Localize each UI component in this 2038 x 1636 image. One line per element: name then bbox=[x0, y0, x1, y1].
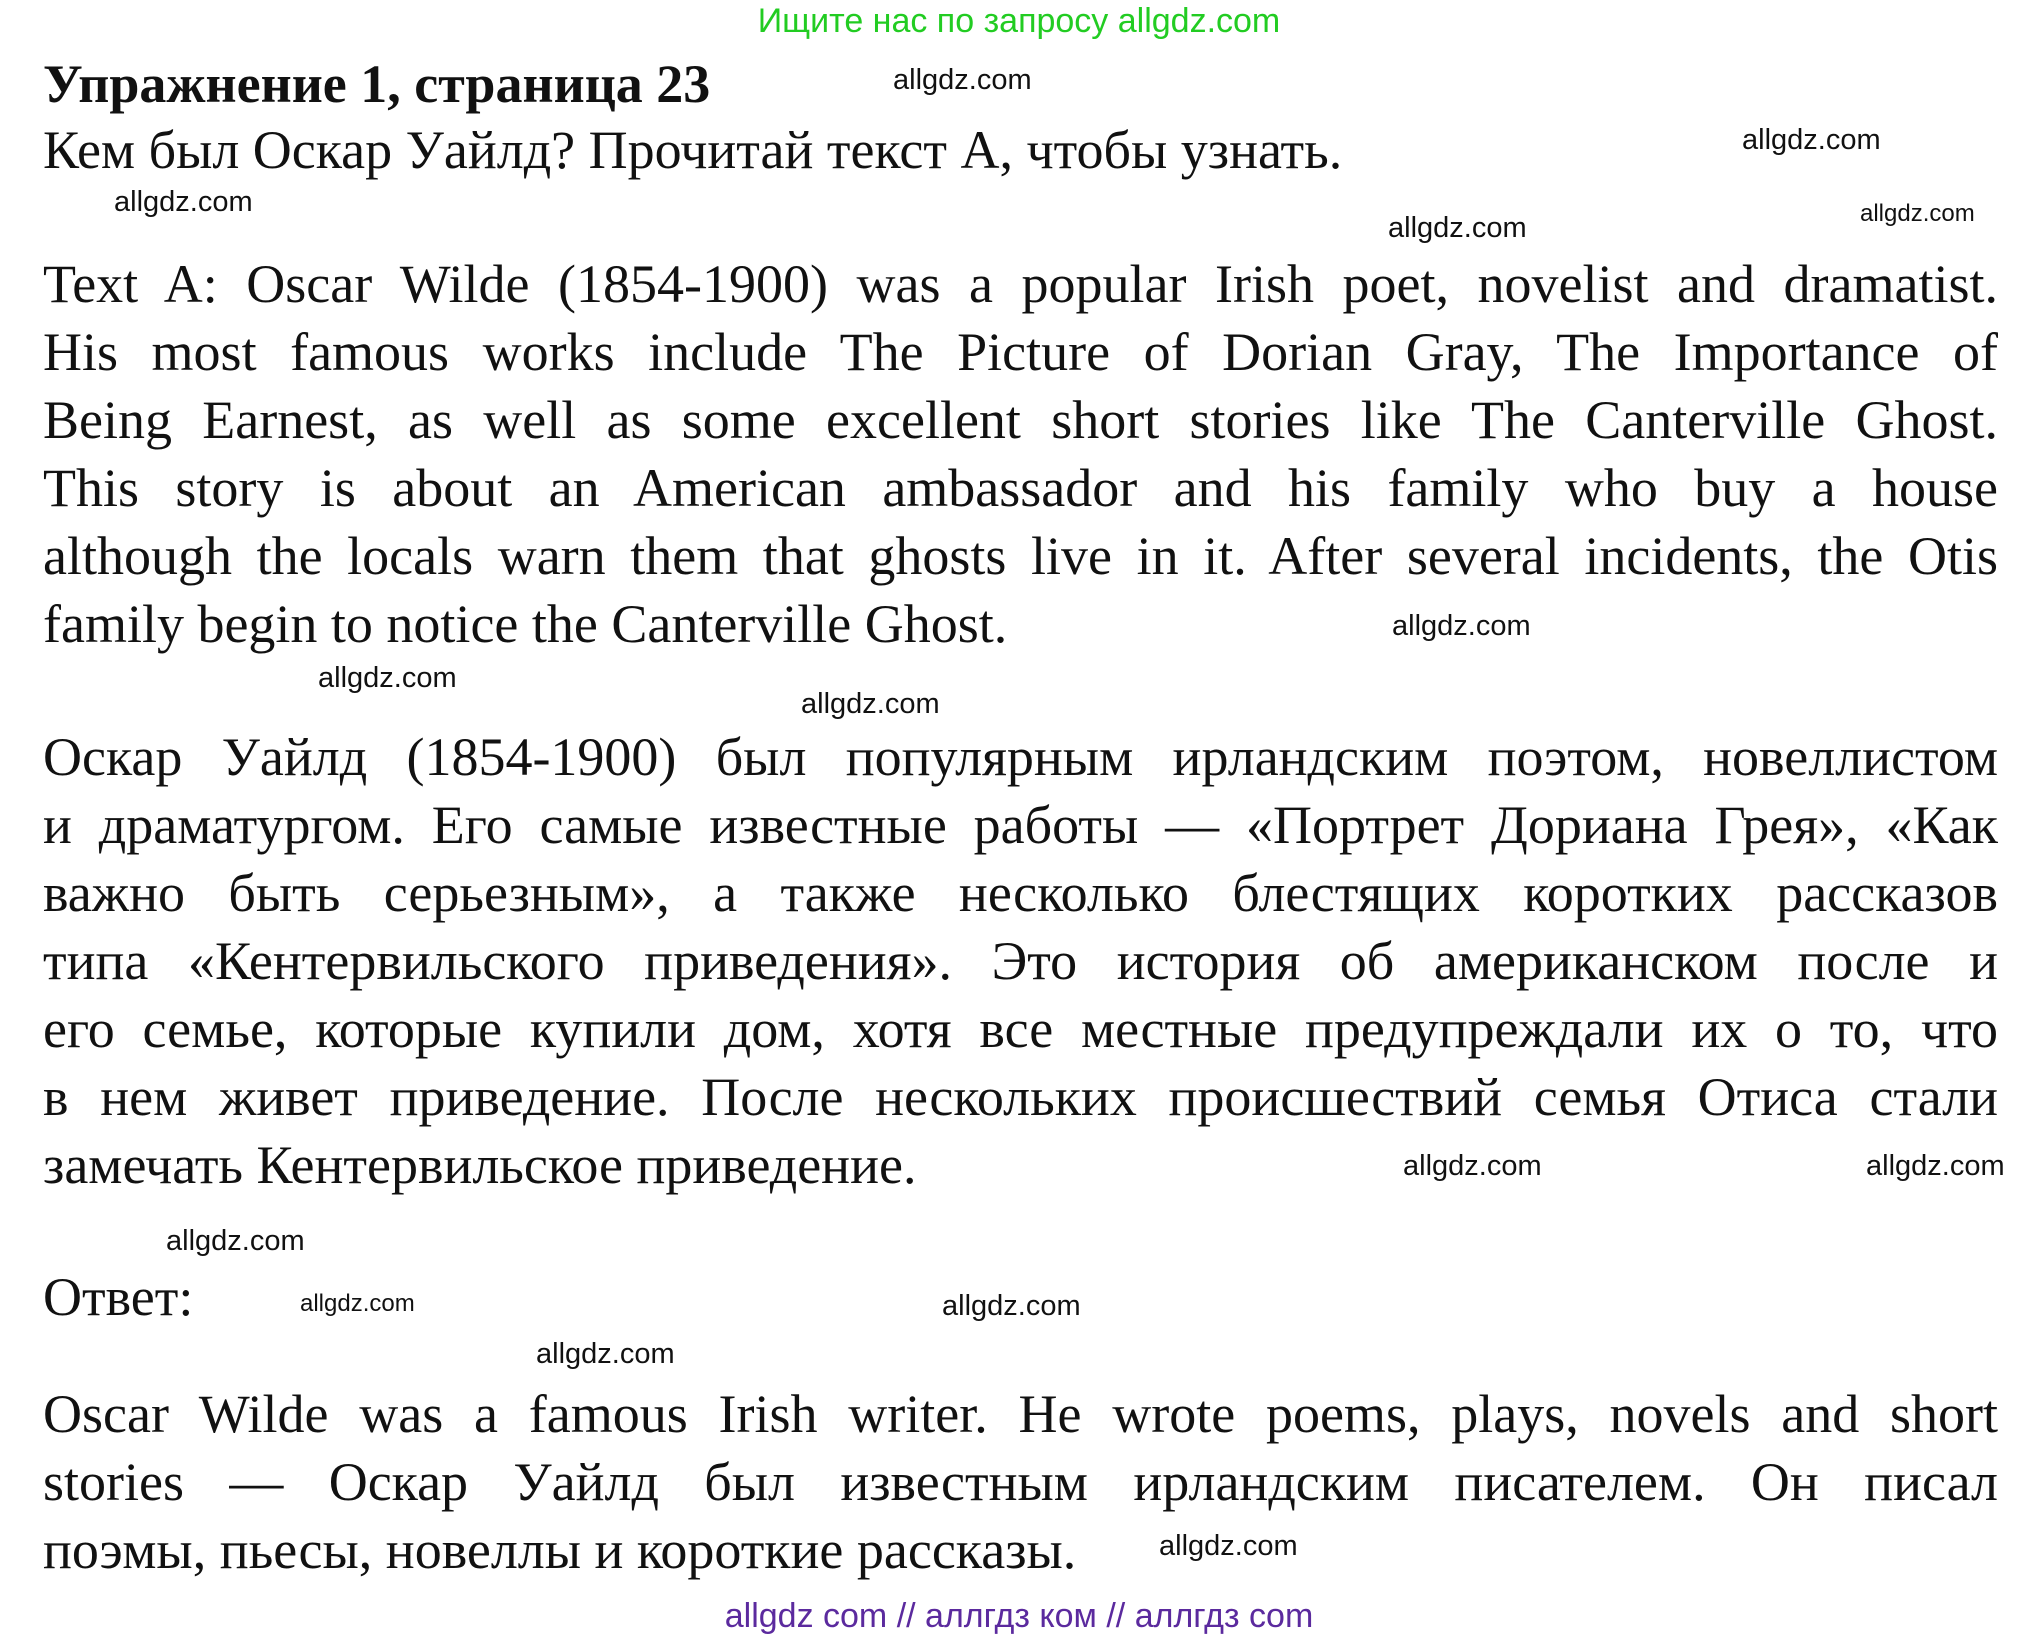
text-line: Being Earnest, as well as some excellent short stories like The Canterville Ghost. bbox=[43, 390, 1998, 450]
watermark: allgdz.com bbox=[1742, 124, 1881, 156]
watermark: allgdz.com bbox=[801, 688, 940, 720]
text-a-paragraph bbox=[43, 250, 1998, 658]
watermark: allgdz.com bbox=[1866, 1150, 2005, 1182]
watermark: allgdz.com bbox=[942, 1290, 1081, 1322]
search-banner: Ищите нас по запросу allgdz.com bbox=[757, 2, 1281, 40]
exercise-question: Кем был Оскар Уайлд? Прочитай текст А, чтобы узнать. bbox=[43, 120, 1343, 180]
translation-paragraph bbox=[43, 723, 1998, 1199]
text-line: и драматургом. Его самые известные работы — «Портрет Дориана Грея», «Как bbox=[43, 795, 1998, 855]
watermark: allgdz.com bbox=[1392, 610, 1531, 642]
text-line: Oscar Wilde was a famous Irish writer. He wrote poems, plays, novels and short bbox=[43, 1384, 1998, 1444]
watermark: allgdz.com bbox=[1860, 200, 1975, 227]
text-line: типа «Кентервильского приведения». Это история об американском после и bbox=[43, 931, 1998, 991]
footer-watermark: allgdz com // аллгдз ком // аллгдз com bbox=[724, 1597, 1314, 1635]
watermark: allgdz.com bbox=[1388, 212, 1527, 244]
text-line: его семье, которые купили дом, хотя все местные предупреждали их о то, что bbox=[43, 999, 1998, 1059]
text-line: family begin to notice the Canterville Ghost. bbox=[43, 594, 1008, 654]
watermark: allgdz.com bbox=[318, 662, 457, 694]
text-line: stories — Оскар Уайлд был известным ирландским писателем. Он писал bbox=[43, 1452, 1998, 1512]
watermark: allgdz.com bbox=[1159, 1530, 1298, 1562]
text-line: His most famous works include The Picture of Dorian Gray, The Importance of bbox=[43, 322, 1998, 382]
watermark: allgdz.com bbox=[536, 1338, 675, 1370]
watermark: allgdz.com bbox=[114, 186, 253, 218]
watermark: allgdz.com bbox=[300, 1290, 415, 1317]
text-line: поэмы, пьесы, новеллы и короткие рассказы. bbox=[43, 1520, 1077, 1580]
answer-label: Ответ: bbox=[43, 1267, 194, 1327]
answer-paragraph bbox=[43, 1380, 1998, 1584]
text-line: замечать Кентервильское приведение. bbox=[43, 1135, 917, 1195]
text-line: важно быть серьезным», а также несколько блестящих коротких рассказов bbox=[43, 863, 1998, 923]
text-line: Text A: Oscar Wilde (1854-1900) was a popular Irish poet, novelist and dramatist. bbox=[43, 254, 1998, 314]
text-line: в нем живет приведение. После нескольких происшествий семья Отиса стали bbox=[43, 1067, 1998, 1127]
watermark: allgdz.com bbox=[166, 1225, 305, 1257]
text-line: This story is about an American ambassador and his family who buy a house bbox=[43, 458, 1998, 518]
watermark: allgdz.com bbox=[1403, 1150, 1542, 1182]
text-line: although the locals warn them that ghosts live in it. After several incidents, the Otis bbox=[43, 526, 1998, 586]
watermark: allgdz.com bbox=[893, 64, 1032, 96]
text-line: Оскар Уайлд (1854-1900) был популярным ирландским поэтом, новеллистом bbox=[43, 727, 1998, 787]
exercise-heading: Упражнение 1, страница 23 bbox=[43, 54, 711, 114]
